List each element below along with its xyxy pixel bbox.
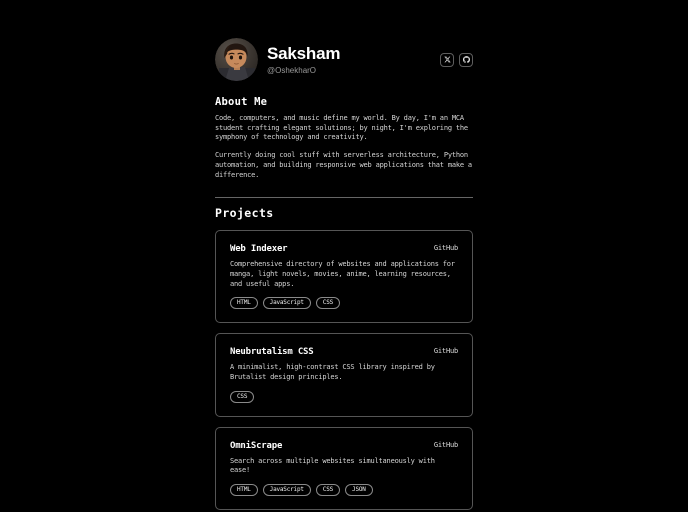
- about-section: [215, 96, 473, 180]
- project-card-header: [230, 347, 458, 357]
- project-tag: HTML: [230, 297, 258, 309]
- project-card: [215, 427, 473, 510]
- avatar: [215, 38, 258, 81]
- section-divider: [215, 197, 473, 198]
- project-card: [215, 230, 473, 323]
- about-paragraph: Currently doing cool stuff with serverless architecture, Python automation, and building responsive web applications that make a difference.: [215, 151, 472, 179]
- project-card-header: [230, 441, 458, 451]
- portfolio-page: [215, 0, 473, 512]
- project-tag: CSS: [316, 484, 340, 496]
- project-tag: CSS: [316, 297, 340, 309]
- project-tag: JavaScript: [263, 297, 311, 309]
- avatar-illustration: [215, 38, 258, 81]
- project-tag: JavaScript: [263, 484, 311, 496]
- project-tag: JSON: [345, 484, 373, 496]
- project-description: Search across multiple websites simultaneously with ease!: [230, 456, 435, 475]
- x-logo-icon: [444, 56, 451, 63]
- project-title: OmniScrape: [230, 440, 283, 451]
- project-description: Comprehensive directory of websites and applications for manga, light novels, movies, anime, learning resources, and useful apps.: [230, 260, 455, 288]
- github-social-button[interactable]: [459, 53, 473, 67]
- social-links: [440, 53, 473, 67]
- project-card: [215, 333, 473, 416]
- project-tag: CSS: [230, 391, 254, 403]
- about-paragraph: Code, computers, and music define my world. By day, I'm an MCA student crafting elegant solutions; by night, I'm exploring the symphony of technology and creativity.: [215, 114, 468, 142]
- project-description: A minimalist, high-contrast CSS library inspired by Brutalist design principles.: [230, 363, 435, 382]
- project-tags: [230, 484, 458, 496]
- project-tags: [230, 297, 458, 309]
- project-list: [215, 230, 473, 510]
- projects-title: Projects: [215, 206, 274, 221]
- about-title: About Me: [215, 96, 268, 108]
- x-social-button[interactable]: [440, 53, 454, 67]
- projects-section: [215, 206, 473, 512]
- project-card-header: [230, 244, 458, 254]
- project-github-link[interactable]: GitHub: [433, 347, 458, 356]
- profile-name: Saksham: [267, 44, 341, 64]
- project-tag: HTML: [230, 484, 258, 496]
- project-tags: [230, 391, 458, 403]
- profile-header: [215, 38, 473, 81]
- github-icon: [463, 56, 470, 63]
- project-github-link[interactable]: GitHub: [433, 440, 458, 449]
- project-title: Web Indexer: [230, 244, 288, 255]
- profile-handle: @OshekharO: [267, 65, 317, 75]
- project-github-link[interactable]: GitHub: [433, 244, 458, 253]
- project-title: Neubrutalism CSS: [230, 347, 314, 358]
- identity-block: [267, 44, 440, 75]
